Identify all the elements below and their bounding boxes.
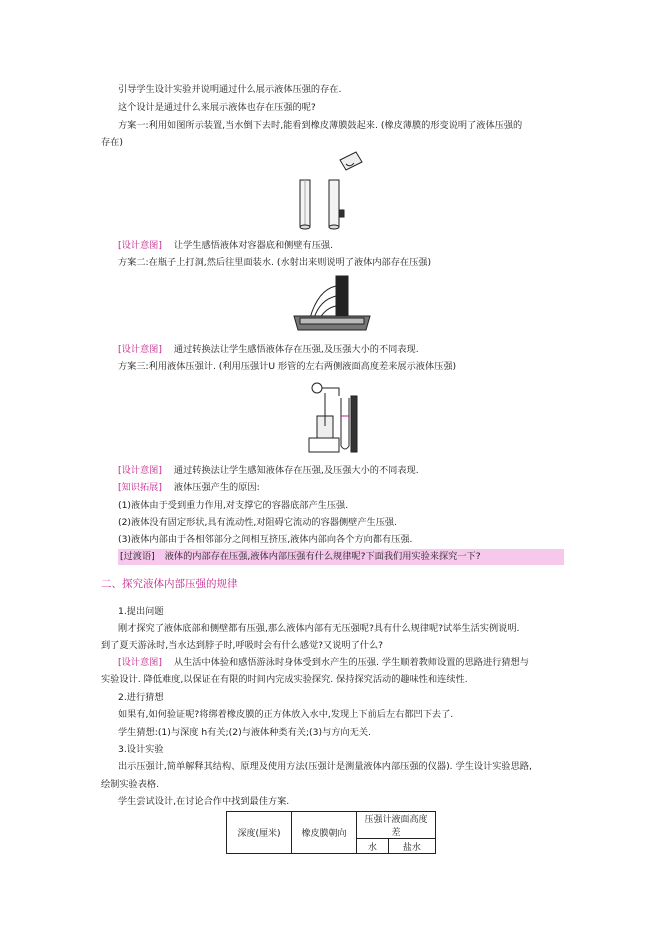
subheader-brine: 盐水	[388, 839, 435, 854]
tag-label: [设计意图]	[118, 344, 162, 355]
text-line: 刚才探究了液体底部和侧壁都有压强,那么液体内部有无压强呢?具有什么规律呢?试举生活实例说明.	[118, 623, 520, 634]
text-line: 实验设计. 降低难度,以保证在有限的时间内完成实验探究. 保持探究活动的趣味性和连续性.	[101, 674, 468, 685]
text-line: 这个设计是通过什么来展示液体也存在压强的呢?	[118, 102, 316, 113]
tag-text: 让学生感悟液体对容器底和侧壁有压强.	[173, 240, 334, 251]
header-direction: 橡皮膜朝向	[292, 812, 357, 854]
design-intent-3	[118, 465, 419, 477]
tag-label: [知识拓展]	[118, 482, 162, 493]
design-intent-4	[118, 657, 529, 669]
figure-bottle-jets	[290, 272, 374, 334]
tag-label: [设计意图]	[118, 240, 162, 251]
tag-text: 液体压强产生的原因:	[173, 482, 260, 493]
text-line: 出示压强计,简单解释其结构、原理及使用方法(压强计是测量液体内部压强的仪器). 学生设计实验思路,	[118, 761, 532, 772]
text-line: 到了夏天游泳时,当水达到脖子时,呼吸时会有什么感觉?又说明了什么?	[101, 640, 384, 651]
header-depth: 深度(厘米)	[227, 812, 292, 854]
tag-text: 从生活中体验和感悟游泳时身体受到水产生的压强. 学生顺着教师设置的思路进行猜想与	[173, 657, 529, 668]
text-line: 存在)	[101, 137, 123, 148]
tag-label: [设计意图]	[118, 465, 162, 476]
section-heading: 二、探究液体内部压强的规律	[101, 578, 238, 590]
tag-label: [过渡语]	[120, 551, 155, 562]
step-title: 2.进行猜想	[118, 692, 164, 703]
transition-line	[120, 551, 481, 563]
tag-text: 通过转换法让学生感悟液体存在压强,及压强大小的不同表现.	[173, 344, 419, 355]
figure-tube-apparatus	[290, 150, 370, 232]
text-line: 如果有,如何验证呢?将绑着橡皮膜的正方体放入水中,发现上下前后左右都凹下去了.	[118, 709, 454, 720]
text-line: 方案三:利用液体压强计. (利用压强计U 形管的左右两侧液面高度差来展示液体压强)	[118, 361, 457, 372]
text-line: 绘制实验表格.	[101, 779, 160, 790]
figure-pressure-gauge	[305, 376, 365, 458]
design-intent-2	[118, 344, 419, 356]
reason-item: (3)液体内部由于各相邻部分之间相互挤压,液体内部向各个方向都有压强.	[118, 534, 413, 545]
design-intent-1	[118, 240, 333, 252]
text-line: 方案二:在瓶子上打洞,然后往里面装水. (水射出来则说明了液体内部存在压强)	[118, 257, 432, 268]
knowledge-extension	[118, 482, 260, 494]
tag-text: 液体的内部存在压强,液体内部压强有什么规律呢?下面我们用实验来探究一下?	[164, 551, 481, 562]
tag-text: 通过转换法让学生感知液体存在压强,及压强大小的不同表现.	[173, 465, 419, 476]
header-height-diff: 压强计液面高度差	[357, 812, 436, 839]
text-line: 引导学生设计实验并说明通过什么展示液体压强的存在.	[118, 84, 342, 95]
step-title: 1.提出问题	[118, 606, 164, 617]
tag-label: [设计意图]	[118, 657, 162, 668]
experiment-table	[226, 811, 436, 854]
step-title: 3.设计实验	[118, 744, 164, 755]
text-line: 学生尝试设计,在讨论合作中找到最佳方案.	[118, 796, 290, 807]
reason-item: (1)液体由于受到重力作用,对支撑它的容器底部产生压强.	[118, 500, 349, 511]
text-line: 方案一:利用如图所示装置,当水倒下去时,能看到橡皮薄膜鼓起来. (橡皮薄膜的形变说明了液体压强的	[118, 120, 523, 131]
reason-item: (2)液体没有固定形状,具有流动性,对阻碍它流动的容器侧壁产生压强.	[118, 517, 398, 528]
text-line: 学生猜想:(1)与深度 h有关;(2)与液体种类有关;(3)与方向无关.	[118, 727, 371, 738]
subheader-water: 水	[357, 839, 389, 854]
